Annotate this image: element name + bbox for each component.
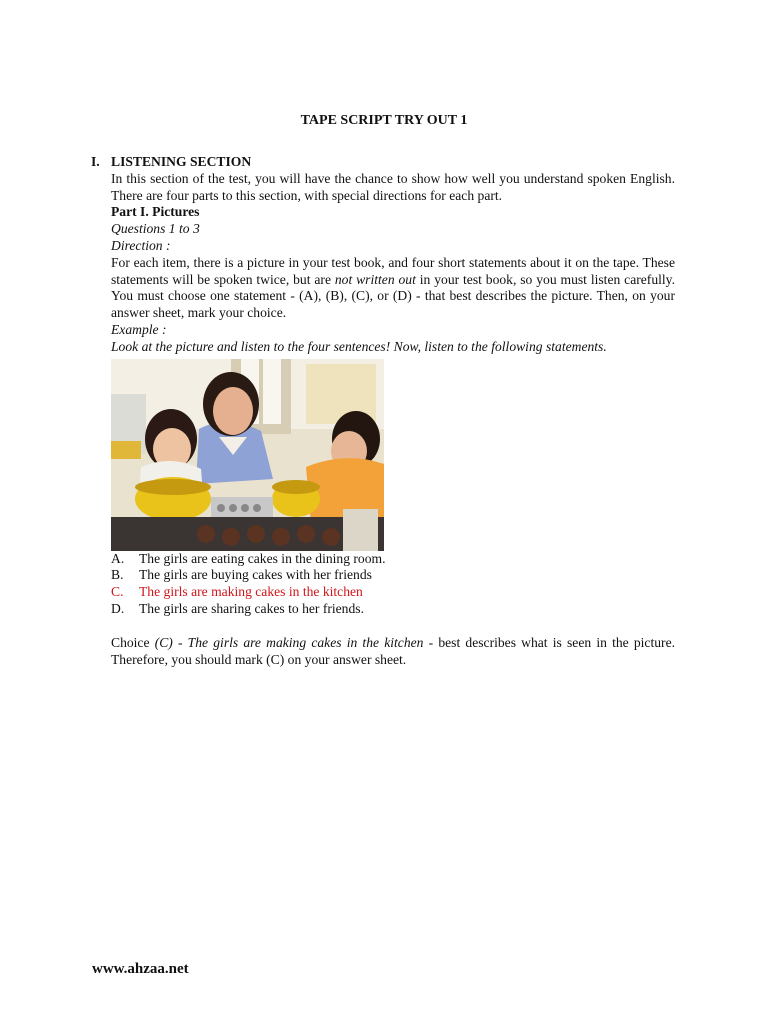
option-text: The girls are eating cakes in the dining room. (139, 550, 386, 566)
direction-text-part2: in your test book, so you must listen carefully. You must choose one statement - (A), (B), (C), or (D) - that best describes the picture. Then, on your answer sheet, mark your choice. (111, 271, 675, 321)
part-title: Part I. Pictures (111, 204, 200, 220)
direction-text-part1: For each item, there is a picture in your test book, and four short statements about it on the tape. These statements will be spoken twice, but are (111, 254, 675, 287)
answer-explanation (111, 635, 675, 669)
option-text: The girls are making cakes in the kitchen (139, 584, 363, 600)
option-letter: B. (111, 567, 124, 583)
footer-website: www.ahzaa.net (92, 961, 189, 977)
option-letter: D. (111, 600, 125, 616)
answer-prefix: Choice (111, 634, 155, 650)
example-photo-mother-and-girls-baking (111, 359, 384, 551)
direction-text (111, 255, 675, 322)
option-text: The girls are sharing cakes to her friends. (139, 600, 364, 616)
document-title: TAPE SCRIPT TRY OUT 1 (300, 113, 468, 128)
section-title: LISTENING SECTION (111, 154, 252, 169)
option-text: The girls are buying cakes with her friends (139, 567, 372, 583)
section-content (111, 154, 675, 668)
example-label: Example : (111, 321, 167, 337)
answer-suffix: - best describes what is seen in the picture. Therefore, you should mark (C) on your answer sheet. (111, 634, 675, 667)
section-intro: In this section of the test, you will have the chance to show how well you understand spoken English. There are four parts to this section, with special directions for each part. (111, 170, 675, 203)
answer-option-d (111, 601, 675, 618)
direction-label: Direction : (111, 237, 171, 253)
answer-option-a (111, 551, 675, 568)
answer-choice: (C) - The girls are making cakes in the kitchen (154, 634, 424, 650)
answer-option-b (111, 567, 675, 584)
questions-range: Questions 1 to 3 (111, 221, 200, 237)
example-instruction: Look at the picture and listen to the four sentences! Now, listen to the following statements. (111, 338, 607, 354)
option-letter: C. (111, 584, 124, 600)
answer-option-c-correct (111, 584, 675, 601)
option-letter: A. (111, 550, 125, 566)
direction-emphasis: not written out (334, 271, 416, 287)
section-number: I. (91, 154, 100, 169)
